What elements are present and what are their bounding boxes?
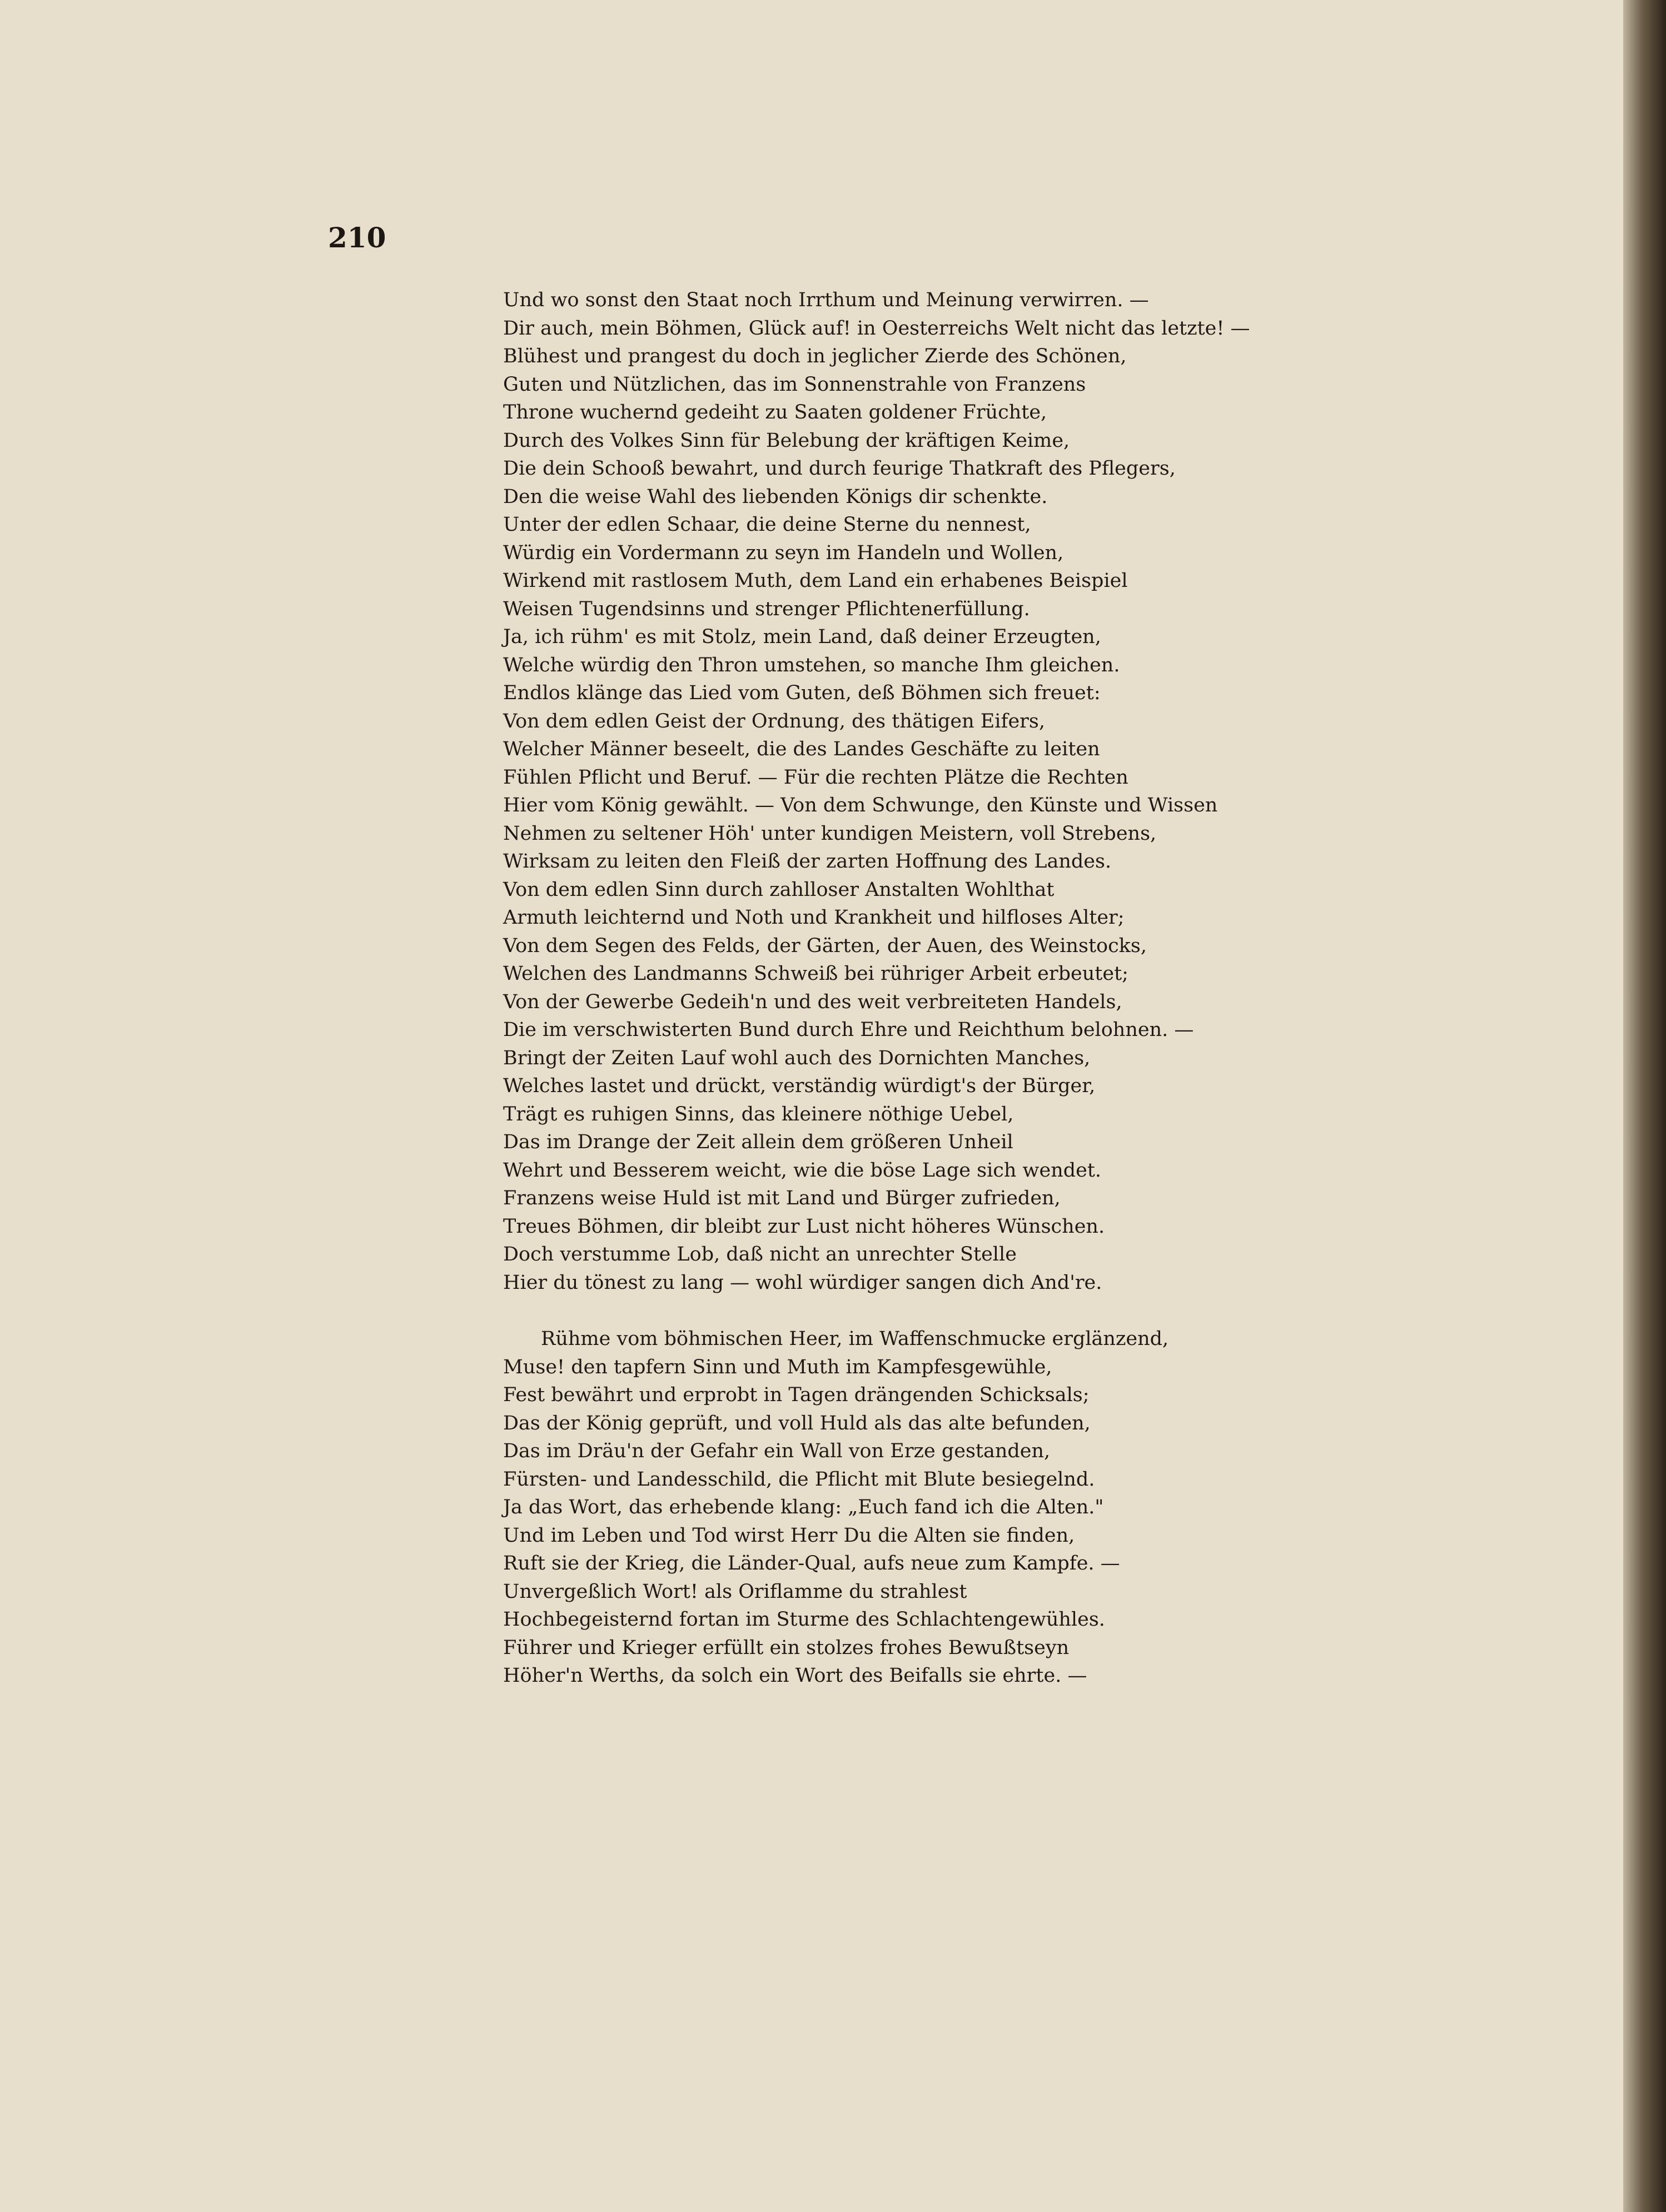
poem-line: Die im verschwisterten Bund durch Ehre und Reichthum belohnen. — bbox=[503, 1019, 1194, 1041]
poem-line: Von dem Segen des Felds, der Gärten, der Auen, des Weinstocks, bbox=[503, 934, 1147, 957]
page-number: 210 bbox=[328, 221, 386, 254]
poem-line: Ja, ich rühm' es mit Stolz, mein Land, daß deiner Erzeugten, bbox=[503, 626, 1101, 648]
poem-line: Hier du tönest zu lang — wohl würdiger sangen dich And're. bbox=[503, 1271, 1102, 1294]
poem-text bbox=[503, 286, 1609, 1690]
poem-line: Blühest und prangest du doch in jeglicher Zierde des Schönen, bbox=[503, 345, 1127, 367]
poem-line: Würdig ein Vordermann zu seyn im Handeln und Wollen, bbox=[503, 541, 1064, 564]
poem-line: Fürsten- und Landesschild, die Pflicht mit Blute besiegelnd. bbox=[503, 1468, 1095, 1491]
poem-line: Guten und Nützlichen, das im Sonnenstrahle von Franzens bbox=[503, 373, 1086, 396]
poem-line: Muse! den tapfern Sinn und Muth im Kampfesgewühle, bbox=[503, 1356, 1052, 1378]
poem-line: Armuth leichternd und Noth und Krankheit und hilfloses Alter; bbox=[503, 906, 1125, 929]
poem-line: Das der König geprüft, und voll Huld als das alte befunden, bbox=[503, 1412, 1091, 1434]
poem-line: Wirkend mit rastlosem Muth, dem Land ein erhabenes Beispiel bbox=[503, 570, 1128, 592]
poem-line: Unter der edlen Schaar, die deine Sterne du nennest, bbox=[503, 514, 1031, 536]
poem-line: Hier vom König gewählt. — Von dem Schwunge, den Künste und Wissen bbox=[503, 794, 1218, 816]
poem-line: Welchen des Landmanns Schweiß bei rühriger Arbeit erbeutet; bbox=[503, 963, 1128, 985]
poem-line: Von dem edlen Geist der Ordnung, des thätigen Eifers, bbox=[503, 710, 1045, 733]
poem-line: Weisen Tugendsinns und strenger Pflichtenerfüllung. bbox=[503, 597, 1030, 620]
poem-line: Die dein Schooß bewahrt, und durch feurige Thatkraft des Pflegers, bbox=[503, 457, 1176, 480]
poem-line: Doch verstumme Lob, daß nicht an unrechter Stelle bbox=[503, 1243, 1017, 1266]
poem-line: Durch des Volkes Sinn für Belebung der kräftigen Keime, bbox=[503, 429, 1070, 452]
poem-line: Führer und Krieger erfüllt ein stolzes frohes Bewußtseyn bbox=[503, 1636, 1070, 1659]
poem-line: Treues Böhmen, dir bleibt zur Lust nicht höheres Wünschen. bbox=[503, 1215, 1105, 1238]
poem-line: Das im Dräu'n der Gefahr ein Wall von Erze gestanden, bbox=[503, 1440, 1051, 1462]
poem-line: Fühlen Pflicht und Beruf. — Für die rechten Plätze die Rechten bbox=[503, 766, 1128, 789]
page-edge-shadow bbox=[1623, 0, 1666, 2212]
poem-line: Wehrt und Besserem weicht, wie die böse Lage sich wendet. bbox=[503, 1159, 1102, 1182]
poem-line: Das im Drange der Zeit allein dem größeren Unheil bbox=[503, 1131, 1013, 1153]
poem-line: Den die weise Wahl des liebenden Königs dir schenkte. bbox=[503, 485, 1048, 508]
poem-line: Von dem edlen Sinn durch zahlloser Anstalten Wohlthat bbox=[503, 878, 1055, 901]
poem-line: Wirksam zu leiten den Fleiß der zarten Hoffnung des Landes. bbox=[503, 850, 1112, 873]
poem-line: Welcher Männer beseelt, die des Landes Geschäfte zu leiten bbox=[503, 738, 1100, 760]
poem-line: Dir auch, mein Böhmen, Glück auf! in Oesterreichs Welt nicht das letzte! — bbox=[503, 317, 1250, 340]
poem-line: Unvergeßlich Wort! als Oriflamme du strahlest bbox=[503, 1580, 967, 1603]
poem-line: Ja das Wort, das erhebende klang: „Euch fand ich die Alten." bbox=[503, 1496, 1104, 1518]
poem-line: Endlos klänge das Lied vom Guten, deß Böhmen sich freuet: bbox=[503, 682, 1101, 704]
poem-line: Ruft sie der Krieg, die Länder-Qual, aufs neue zum Kampfe. — bbox=[503, 1552, 1120, 1575]
poem-line: Und im Leben und Tod wirst Herr Du die Alten sie finden, bbox=[503, 1524, 1075, 1547]
poem-line: Throne wuchernd gedeiht zu Saaten goldener Früchte, bbox=[503, 401, 1047, 424]
stanza-2 bbox=[503, 1325, 1609, 1690]
poem-line: Von der Gewerbe Gedeih'n und des weit verbreiteten Handels, bbox=[503, 990, 1122, 1013]
poem-line: Franzens weise Huld ist mit Land und Bürger zufrieden, bbox=[503, 1187, 1061, 1209]
poem-line: Und wo sonst den Staat noch Irrthum und Meinung verwirren. — bbox=[503, 289, 1149, 311]
stanza-1 bbox=[503, 286, 1609, 1297]
poem-line: Bringt der Zeiten Lauf wohl auch des Dornichten Manches, bbox=[503, 1047, 1091, 1069]
poem-line: Hochbegeisternd fortan im Sturme des Schlachtengewühles. bbox=[503, 1608, 1105, 1631]
poem-line: Nehmen zu seltener Höh' unter kundigen Meistern, voll Strebens, bbox=[503, 822, 1157, 845]
poem-line: Rühme vom böhmischen Heer, im Waffenschmucke erglänzend, bbox=[541, 1328, 1169, 1350]
poem-line: Welches lastet und drückt, verständig würdigt's der Bürger, bbox=[503, 1075, 1096, 1097]
poem-line: Trägt es ruhigen Sinns, das kleinere nöthige Uebel, bbox=[503, 1103, 1014, 1125]
poem-line: Fest bewährt und erprobt in Tagen drängenden Schicksals; bbox=[503, 1384, 1090, 1406]
poem-line: Welche würdig den Thron umstehen, so manche Ihm gleichen. bbox=[503, 654, 1120, 676]
poem-line: Höher'n Werths, da solch ein Wort des Beifalls sie ehrte. — bbox=[503, 1665, 1087, 1687]
